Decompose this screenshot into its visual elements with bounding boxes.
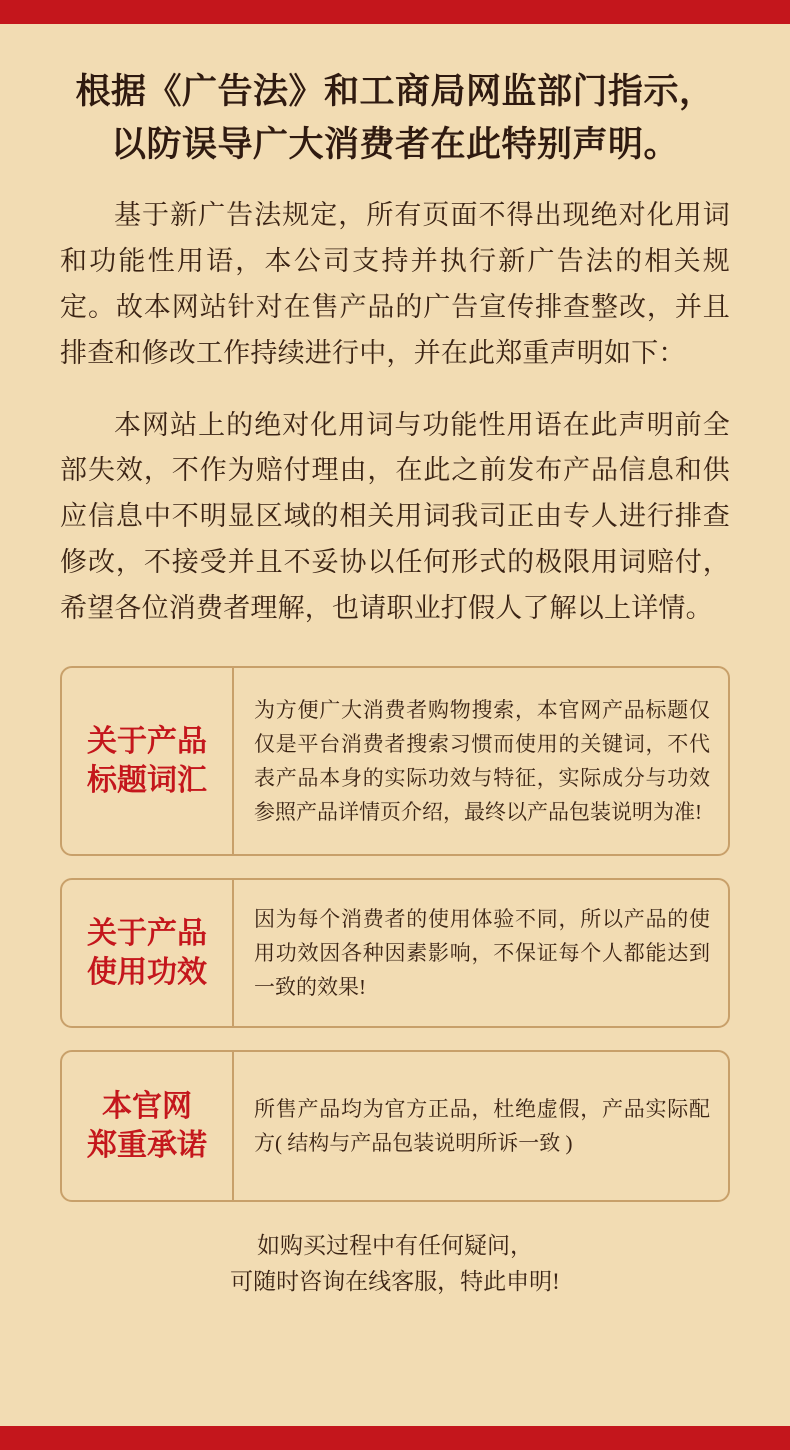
notice-card-label-line1: 本官网 bbox=[102, 1090, 192, 1124]
footer-note bbox=[60, 1228, 730, 1299]
page-title bbox=[60, 66, 730, 171]
notice-card-label-line1: 关于产品 bbox=[87, 725, 207, 759]
notice-card-label bbox=[62, 1052, 234, 1200]
notice-card-text: 因为每个消费者的使用体验不同，所以产品的使用功效因各种因素影响，不保证每个人都能达到一致的效果! bbox=[254, 906, 710, 1000]
notice-card-label-line2: 使用功效 bbox=[87, 956, 207, 990]
page-title-line2: 以防误导广大消费者在此特别声明。 bbox=[110, 124, 679, 164]
footer-note-line2: 可随时咨询在线客服，特此申明! bbox=[230, 1268, 560, 1294]
announcement-panel bbox=[0, 24, 790, 1426]
notice-card-text: 所售产品均为官方正品，杜绝虚假，产品实际配方( 结构与产品包装说明所诉一致 ) bbox=[254, 1097, 710, 1156]
notice-card-label-line2: 郑重承诺 bbox=[87, 1129, 207, 1163]
footer-note-line1: 如购买过程中有任何疑问， bbox=[257, 1233, 533, 1259]
notice-card-product-title bbox=[60, 666, 730, 856]
notice-card-body bbox=[234, 1052, 728, 1200]
notice-card-list bbox=[60, 666, 730, 1202]
notice-card-official-promise bbox=[60, 1050, 730, 1202]
statement-paragraph-2: 本网站上的绝对化用词与功能性用语在此声明前全部失效，不作为赔付理由，在此之前发布产品信息和供应信息中不明显区域的相关用词我司正由专人进行排查修改，不接受并且不妥协以任何形式的极限用词赔付，希望各位消费者理解，也请职业打假人了解以上详情。 bbox=[60, 409, 730, 624]
page-title-line1: 根据《广告法》和工商局网监部门指示， bbox=[75, 72, 715, 111]
notice-card-product-effect bbox=[60, 878, 730, 1028]
notice-card-label bbox=[62, 668, 234, 854]
notice-card-label-line2: 标题词汇 bbox=[87, 764, 207, 798]
notice-card-text: 为方便广大消费者购物搜索，本官网产品标题仅仅是平台消费者搜索习惯而使用的关键词，不代表产品本身的实际功效与特征，实际成分与功效参照产品详情页介绍，最终以产品包装说明为准! bbox=[254, 697, 710, 825]
notice-card-label-line1: 关于产品 bbox=[87, 917, 207, 951]
notice-card-body bbox=[234, 668, 728, 854]
notice-card-label bbox=[62, 880, 234, 1026]
notice-card-body bbox=[234, 880, 728, 1026]
statement-paragraph-1: 基于新广告法规定，所有页面不得出现绝对化用词和功能性用语，本公司支持并执行新广告法的相关规定。故本网站针对在售产品的广告宣传排查整改，并且排查和修改工作持续进行中，并在此郑重声明如下： bbox=[60, 200, 730, 368]
